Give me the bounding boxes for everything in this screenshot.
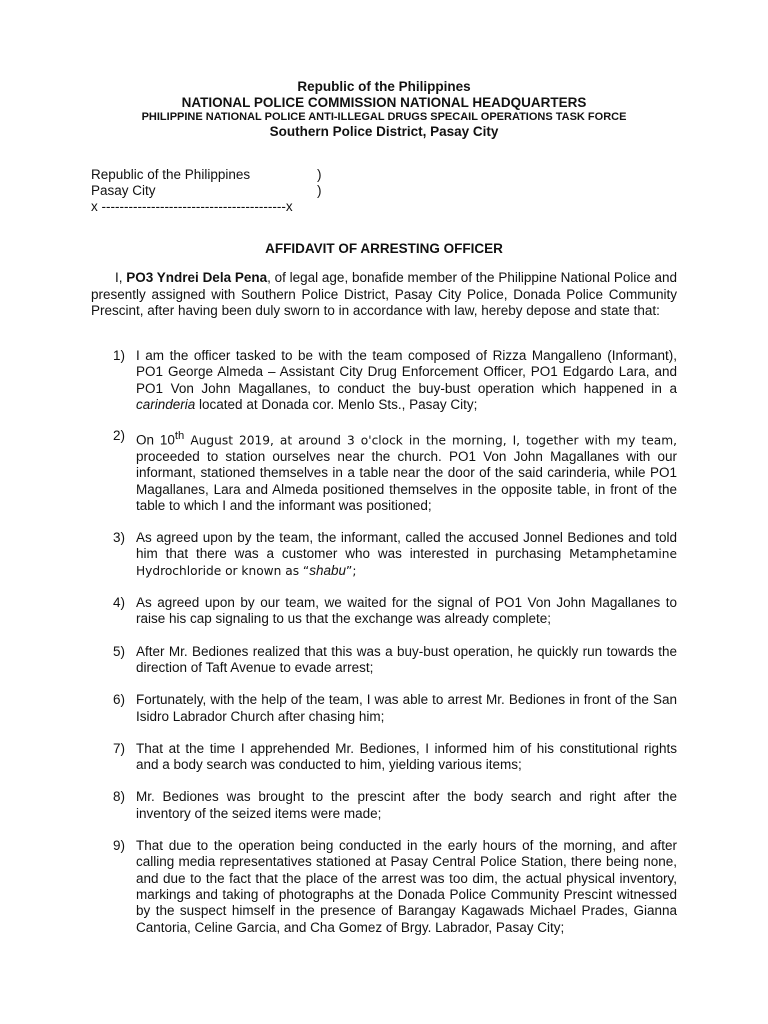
item-number: 3) <box>113 530 126 546</box>
caption-paren: ) <box>317 183 322 198</box>
item-text: located at Donada cor. Menlo Sts., Pasay City; <box>195 396 478 412</box>
caption-paren: ) <box>317 167 322 182</box>
item-number: 5) <box>113 643 126 659</box>
document-title: AFFIDAVIT OF ARRESTING OFFICER <box>265 241 503 256</box>
item-text: That at the time I apprehended Mr. Bediones, I informed him of his constitutional rights and a body search was conducted to him, yielding various items; <box>136 740 677 773</box>
item-text: Metamphetamine Hydrochloride or known as “ <box>136 547 677 578</box>
letterhead-napolcom: NATIONAL POLICE COMMISSION NATIONAL HEADQUARTERS <box>181 95 587 110</box>
item-text: Fortunately, with the help of the team, I was able to arrest Mr. Bediones in front of the San Isidro Labrador Church after chasing him; <box>136 692 677 724</box>
intro-pre: I, <box>115 270 127 285</box>
item-number: 6) <box>113 692 126 708</box>
statement-list <box>91 348 677 936</box>
item-text: ”; <box>346 563 357 578</box>
item-number: 4) <box>113 595 126 611</box>
list-item <box>91 428 677 514</box>
intro-post: , of legal age, bonafide member of the Philippine National Police and presently assigned with Southern Police District, Pasay City Police, Donada Police Community Prescint, after having been duly sworn to in accordance with law, hereby depose and state that: <box>91 270 677 318</box>
list-item <box>91 838 677 936</box>
item-text: As agreed upon by the team, the informant, called the accused Jonnel Bediones and told him that there was a customer who was interested in purchasing <box>136 530 677 562</box>
letterhead-task-force: PHILIPPINE NATIONAL POLICE ANTI-ILLEGAL DRUGS SPECAIL OPERATIONS TASK FORCE <box>141 111 627 123</box>
item-italic: carinderia <box>136 396 196 412</box>
list-item <box>91 692 677 725</box>
item-number: 2) <box>113 428 126 444</box>
venue-caption <box>91 167 331 215</box>
affiant-name: PO3 Yndrei Dela Pena <box>126 270 268 285</box>
item-text: That due to the operation being conducted in the early hours of the morning, and after calling media representatives stationed at Pasay Central Police Station, there being none, and due to the fact that the place of the arrest was too dim, the actual physical inventory, markings and taking of photographs at the Donada Police Community Prescint witnessed by the suspect himself in the presence of Barangay Kagawads Michael Prades, Gianna Cantoria, Celine Garcia, and Cha Gomez of Brgy. Labrador, Pasay City; <box>136 838 677 935</box>
caption-separator: x -----------------------------------------x <box>91 199 293 214</box>
item-text: I am the officer tasked to be with the team composed of Rizza Mangalleno (Informant), PO1 George Almeda – Assistant City Drug Enforcement Officer, PO1 Edgardo Lara, and PO1 Von John Magallanes, to conduct the buy-bust operation which happened in a <box>136 348 677 396</box>
caption-city: Pasay City <box>91 183 156 198</box>
list-item <box>91 530 677 579</box>
letterhead-republic: Republic of the Philippines <box>297 79 471 94</box>
item-italic: shabu <box>309 562 347 578</box>
caption-republic: Republic of the Philippines <box>91 167 251 182</box>
letterhead-district: Southern Police District, Pasay City <box>269 124 499 139</box>
item-text: Mr. Bediones was brought to the prescint after the body search and right after the inventory of the seized items were made; <box>136 789 677 821</box>
list-item <box>91 741 677 774</box>
item-number: 8) <box>113 789 126 805</box>
item-number: 1) <box>113 348 126 363</box>
item-text: After Mr. Bediones realized that this was a buy-bust operation, he quickly run towards the direction of Taft Avenue to evade arrest; <box>136 643 677 675</box>
letterhead <box>0 78 768 140</box>
intro-paragraph <box>91 270 677 320</box>
list-item <box>91 789 677 822</box>
list-item <box>91 595 677 628</box>
item-text: proceeded to station ourselves near the church. PO1 Von John Magallanes with our informant, stationed themselves in a table near the door of the said carinderia, while PO1 Magallanes, Lara and Almeda positioned themselves in the opposite table, in front of the table to which I and the informant was positioned; <box>136 448 677 513</box>
item-number: 9) <box>113 838 126 854</box>
item-number: 7) <box>113 740 126 756</box>
list-item <box>91 644 677 677</box>
item-text: On 10 <box>136 432 175 448</box>
item-text: As agreed upon by our team, we waited for the signal of PO1 Von John Magallanes to raise his cap signaling to us that the exchange was already complete; <box>136 595 677 627</box>
item-text: August 2019, at around 3 o'clock in the morning, I, together with my team, <box>184 433 677 448</box>
item-superscript: th <box>174 430 185 443</box>
list-item <box>91 348 677 413</box>
